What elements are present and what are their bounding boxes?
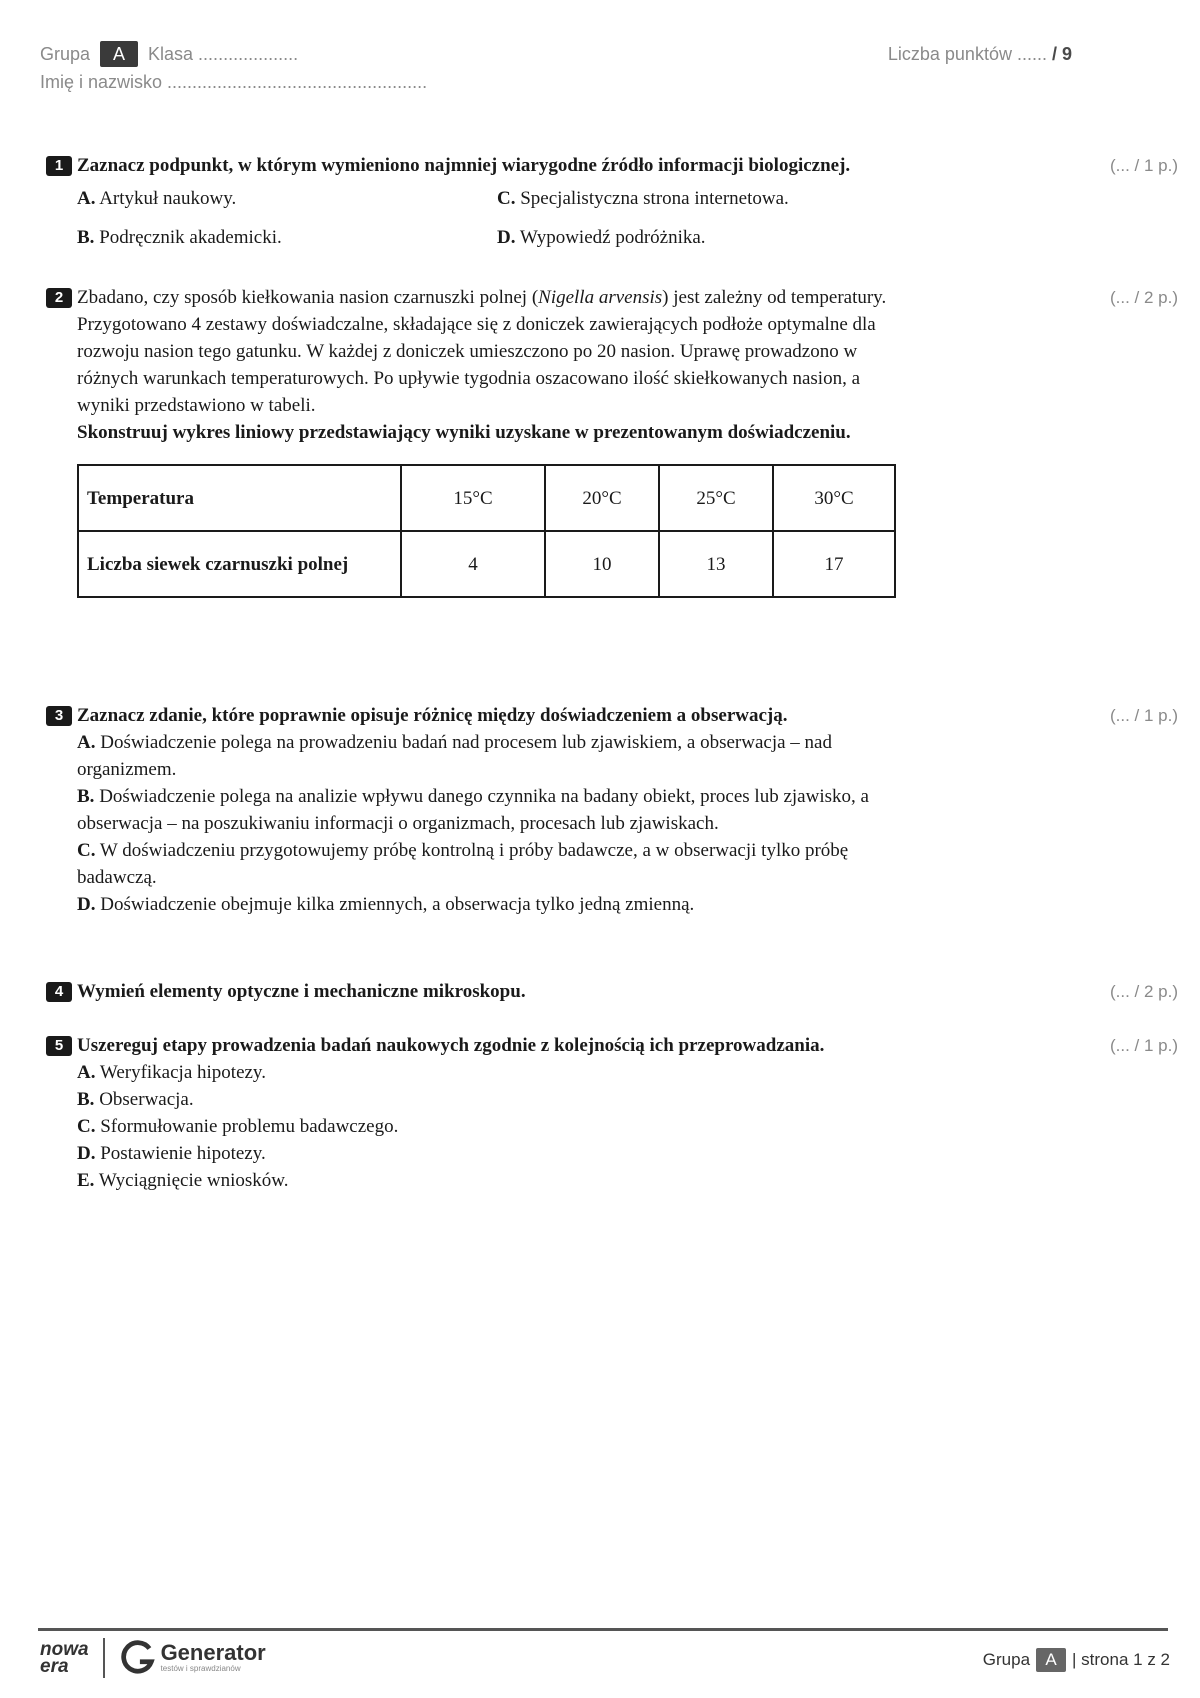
logo-separator [103,1638,105,1678]
table-cell: 17 [773,531,895,597]
points-label: Liczba punktów ...... [887,44,1047,64]
option-c[interactable]: C. Specjalistyczna strona internetowa. [497,188,789,209]
option-e[interactable]: E. Wyciągnięcie wniosków. [77,1170,289,1191]
table-cell: 4 [401,531,545,597]
task-question: Skonstruuj wykres liniowy przedstawiający wyniki uzyskane w prezentowanym doświadczeniu. [77,422,851,443]
task-1 [46,152,906,251]
option-d[interactable]: D. Wypowiedź podróżnika. [497,227,706,248]
latin-name: Nigella arvensis [538,287,663,308]
nowa-era-logo: nowa era [40,1639,89,1677]
table-cell: 30°C [773,465,895,531]
task-question: Wymień elementy optyczne i mechaniczne mikroskopu. [77,981,526,1002]
task-5-score: (... / 1 p.) [1109,1036,1178,1055]
option-d[interactable]: D. Postawienie hipotezy. [77,1143,266,1164]
class-field: Klasa .................... [148,43,299,64]
table-row [78,465,895,531]
footer-logo [40,1638,266,1678]
name-field: Imię i nazwisko .................................................... [40,71,428,92]
task-2-score: (... / 2 p.) [1109,288,1178,307]
footer-group-badge: A [1036,1648,1066,1672]
option-b[interactable]: B. Doświadczenie polega na analizie wpływu danego czynnika na badany obiekt, proces lub zjawisko, a obserwacja – na poszukiwaniu informacji o organizmach, procesach lub zjawiskach. [77,786,869,834]
answer-options [77,185,906,251]
table-cell: 25°C [659,465,773,531]
option-c[interactable]: C. Sformułowanie problemu badawczego. [77,1116,399,1137]
option-c[interactable]: C. W doświadczeniu przygotowujemy próbę kontrolną i próby badawcze, a w obserwacji tylko próbę badawczą. [77,840,849,888]
generator-subtitle: testów i sprawdzianów [160,1664,241,1673]
table-header-cell: Temperatura [78,465,401,531]
task-number-badge: 2 [46,288,72,308]
table-cell: 13 [659,531,773,597]
group-badge: A [100,41,138,67]
task-4 [46,978,906,1005]
task-5 [46,1032,906,1194]
task-number-badge: 5 [46,1036,72,1056]
page-number: | strona 1 z 2 [1072,1650,1170,1669]
option-a[interactable]: A. Artykuł naukowy. [77,188,237,209]
footer-divider [38,1628,1168,1631]
table-row [78,531,895,597]
task-question: Uszereguj etapy prowadzenia badań naukowych zgodnie z kolejnością ich przeprowadzania. [77,1035,825,1056]
task-3 [46,702,906,918]
task-4-score: (... / 2 p.) [1109,982,1178,1001]
table-header-cell: Liczba siewek czarnuszki polnej [78,531,401,597]
task-question: Zaznacz podpunkt, w którym wymieniono najmniej wiarygodne źródło informacji biologicznej. [77,155,851,176]
table-cell: 10 [545,531,659,597]
page-indicator [983,1648,1170,1672]
table-cell: 20°C [545,465,659,531]
group-label: Grupa [40,43,91,64]
task-number-badge: 3 [46,706,72,726]
option-b[interactable]: B. Obserwacja. [77,1089,194,1110]
task-2 [46,284,906,598]
worksheet-header [40,40,427,96]
option-a[interactable]: A. Doświadczenie polega na prowadzeniu badań nad procesem lub zjawiskiem, a obserwacja – nad organizmem. [77,732,832,780]
task-question: Zaznacz zdanie, które poprawnie opisuje różnicę między doświadczeniem a obserwacją. [77,705,788,726]
task-number-badge: 1 [46,156,72,176]
results-table [77,464,896,598]
generator-brand: Generator [160,1640,266,1665]
task-number-badge: 4 [46,982,72,1002]
task-3-score: (... / 1 p.) [1109,706,1178,725]
option-d[interactable]: D. Doświadczenie obejmuje kilka zmiennych, a obserwacja tylko jedną zmienną. [77,894,695,915]
table-cell: 15°C [401,465,545,531]
generator-g-icon [119,1639,157,1677]
task-intro: Zbadano, czy sposób kiełkowania nasion czarnuszki polnej (Nigella arvensis) jest zależny od temperatury. Przygotowano 4 zestawy doświadczalne, składające się z doniczek zawierających podłoże optymalne dla rozwoju nasion tego gatunku. W każdej z doniczek umieszczono po 20 nasion. Uprawę prowadzono w różnych warunkach temperaturowych. Po upływie tygodnia oszacowano ilość skiełkowanych nasion, a wyniki przedstawiono w tabeli. [77,287,887,416]
footer-group-label: Grupa [982,1650,1031,1669]
points-max: / 9 [1051,44,1072,64]
option-a[interactable]: A. Weryfikacja hipotezy. [77,1062,266,1083]
option-b[interactable]: B. Podręcznik akademicki. [77,227,282,248]
points-total [888,44,1072,65]
task-1-score: (... / 1 p.) [1109,156,1178,175]
